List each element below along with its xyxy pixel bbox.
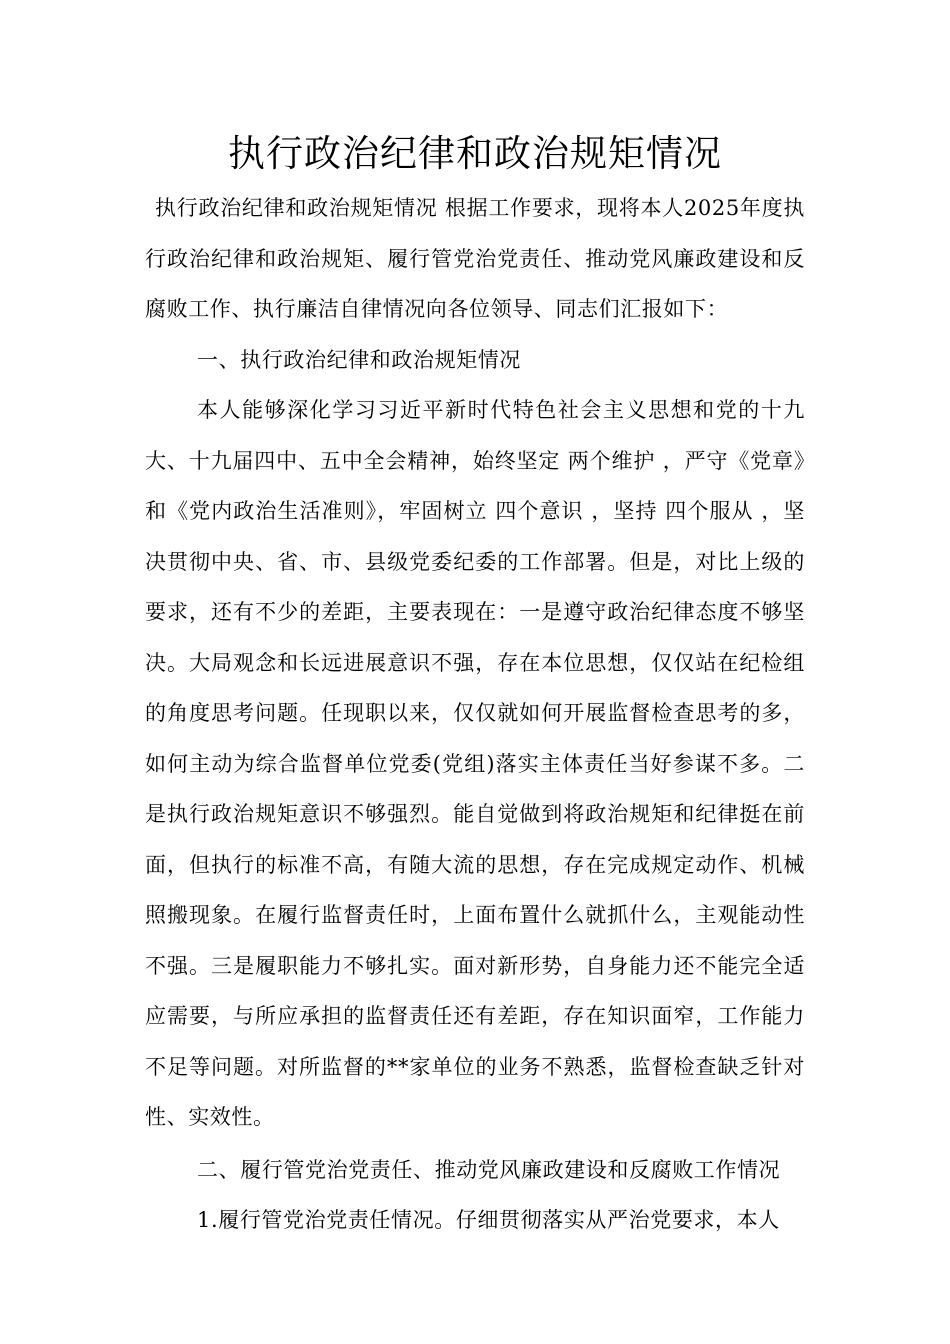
section-heading-1: 一、执行政治纪律和政治规矩情况 [197,347,521,372]
intro-paragraph: 执行政治纪律和政治规矩情况 根据工作要求，现将本人2025年度执行政治纪律和政治规矩、履行管党治党责任、推动党风廉政建设和反腐败工作、执行廉洁自律情况向各位领导、同志们汇报如下： [145,196,805,321]
section-2-paragraph: 1.履行管党治党责任情况。仔细贯彻落实从严治党要求，本人 [197,1208,780,1232]
section-heading-2: 二、履行管党治党责任、推动党风廉政建设和反腐败工作情况 [197,1157,781,1182]
section-1-paragraph: 本人能够深化学习习近平新时代特色社会主义思想和党的十九大、十九届四中、五中全会精神，始终坚定 两个维护 ，严守《党章》和《党内政治生活准则》，牢固树立 四个意识 ，坚持 四个服从 ，坚决贯彻中央、省、市、县级党委纪委的工作部署。但是，对比上级的要求，还有不少的差距，主要表现在：一是遵守政治纪律态度不够坚决。大局观念和长远进展意识不强，存在本位思想，仅仅站在纪检组的角度思考问题。任现职以来，仅仅就如何开展监督检查思考的多，如何主动为综合监督单位党委(党组)落实主体责任当好参谋不多。二是执行政治规矩意识不够强烈。能自觉做到将政治规矩和纪律挺在前面，但执行的标准不高，有随大流的思想，存在完成规定动作、机械照搬现象。在履行监督责任时，上面布置什么就抓什么，主观能动性不强。三是履职能力不够扎实。面对新形势，自身能力还不能完全适应需要，与所应承担的监督责任还有差距，存在知识面窄，工作能力不足等问题。对所监督的**家单位的业务不熟悉，监督检查缺乏针对性、实效性。 [145,398,805,1129]
document-body [145,183,805,1246]
document-title: 执行政治纪律和政治规矩情况 [228,132,722,175]
